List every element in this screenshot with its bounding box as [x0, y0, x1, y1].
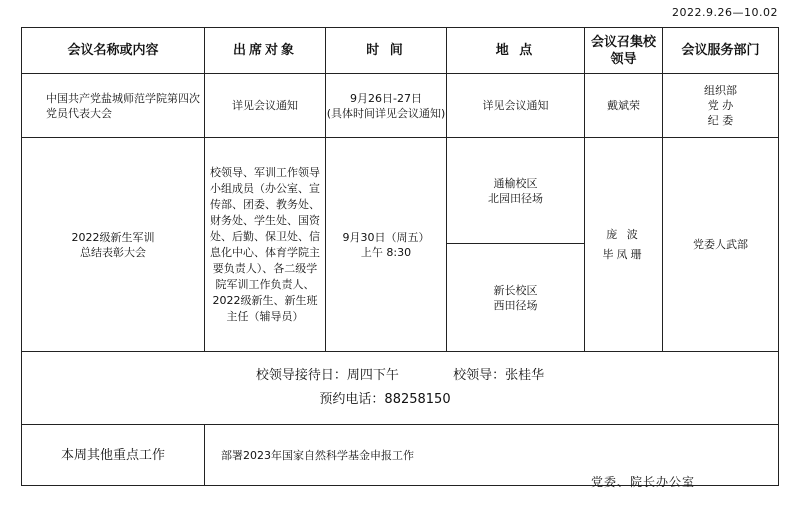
reception-row	[22, 352, 779, 425]
table-row	[22, 138, 779, 244]
row1-content: 中国共产党盐城师范学院第四次党员代表大会	[22, 74, 205, 138]
footer-office: 党委、院长办公室	[591, 475, 696, 489]
header-content: 会议名称或内容	[22, 28, 205, 74]
reception-leader-value: 张桂华	[505, 368, 545, 383]
table-row	[22, 74, 779, 138]
reception-leader-label: 校领导：	[453, 368, 506, 383]
meeting-schedule-table	[21, 27, 779, 486]
reception-day-label: 校领导接待日：	[255, 368, 347, 383]
header-attendees: 出席对象	[205, 28, 326, 74]
header-convener: 会议召集校领导	[585, 28, 663, 74]
row2-attendees: 校领导、军训工作领导小组成员（办公室、宣传部、团委、教务处、财务处、学生处、国资处、后勤、保卫处、信息化中心、体育学院主要负责人）、各二级学院军训工作负责人、2022级新生、新生班主任（辅导员）	[205, 138, 326, 352]
other-work-label: 本周其他重点工作	[22, 425, 205, 486]
header-location: 地 点	[447, 28, 585, 74]
row2-service: 党委人武部	[663, 138, 779, 352]
date-range: 2022.9.26—10.02	[672, 6, 778, 19]
row2-convener: 庞 波 毕凤珊	[585, 138, 663, 352]
row2-location-a: 通榆校区 北园田径场	[447, 138, 585, 244]
row1-service: 组织部 党 办 纪 委	[663, 74, 779, 138]
header-service: 会议服务部门	[663, 28, 779, 74]
reception-cell	[22, 352, 779, 425]
header-time: 时 间	[326, 28, 447, 74]
row1-attendees: 详见会议通知	[205, 74, 326, 138]
reception-phone-label: 预约电话：	[319, 392, 385, 407]
row1-convener: 戴斌荣	[585, 74, 663, 138]
reception-day-value: 周四下午	[346, 368, 399, 383]
header-row	[22, 28, 779, 74]
reception-phone-value: 88258150	[384, 392, 451, 407]
row2-content: 2022级新生军训 总结表彰大会	[22, 138, 205, 352]
row1-time: 9月26日-27日 (具体时间详见会议通知)	[326, 74, 447, 138]
row1-location: 详见会议通知	[447, 74, 585, 138]
row2-location-b: 新长校区 西田径场	[447, 244, 585, 352]
row2-time: 9月30日（周五） 上午 8:30	[326, 138, 447, 352]
other-work-text: 部署2023年国家自然科学基金申报工作	[205, 425, 779, 486]
